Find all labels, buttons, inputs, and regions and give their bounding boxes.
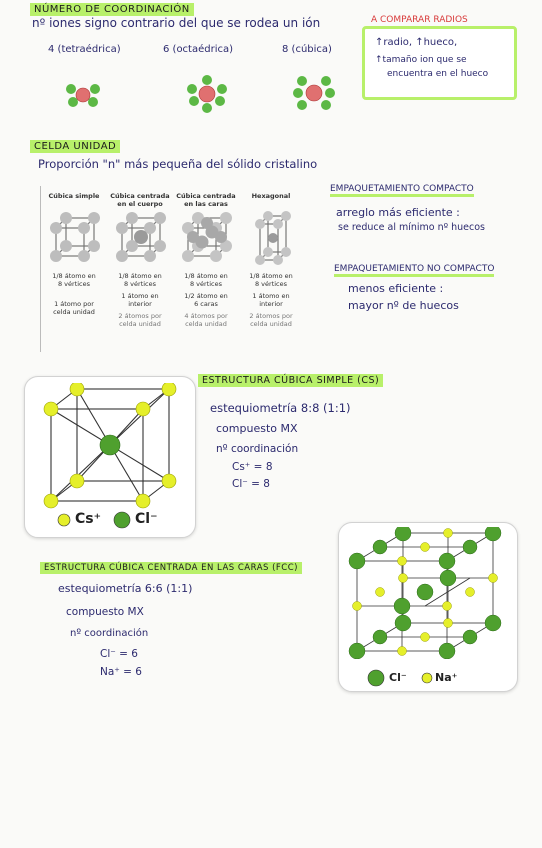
cell-name: Cúbica centrada en el cuerpo xyxy=(110,192,170,208)
unit-cell-simple-cubic xyxy=(42,192,106,316)
cs-coordination-cl: Cl⁻ = 8 xyxy=(232,478,270,490)
cell-line4: interior xyxy=(259,300,283,308)
cubic-coordination-icon xyxy=(292,73,336,113)
na-legend-label: Na⁺ xyxy=(435,671,458,684)
cell-name: Hexagonal xyxy=(251,192,291,200)
simple-cubic-cell-icon xyxy=(42,208,106,268)
cs-coordination-cs: Cs⁺ = 8 xyxy=(232,461,273,473)
cl-legend-icon xyxy=(367,669,385,687)
cell-line2: 8 vértices xyxy=(57,280,91,288)
cs-legend-icon xyxy=(57,513,71,527)
hexagonal-cell-icon xyxy=(240,208,302,268)
cell-total1: 1 átomo por xyxy=(54,300,94,308)
cscl-structure-diagram xyxy=(24,376,196,538)
cell-line4: 6 caras xyxy=(194,300,218,308)
fcc-stoichiometry: estequiometría 6:6 (1:1) xyxy=(58,582,193,595)
octahedral-coordination-icon xyxy=(186,75,228,113)
tetrahedral-coordination-icon xyxy=(63,78,103,110)
fcc-coordination: nº coordinación xyxy=(70,628,149,639)
cl-legend-icon xyxy=(113,511,131,529)
unit-cell-heading: CELDA UNIDAD xyxy=(30,140,120,153)
cell-line3: 1 átomo en xyxy=(121,292,159,300)
ratio-note xyxy=(362,15,517,100)
unit-cell-bcc xyxy=(108,192,172,328)
cell-line1: 1/8 átomo en xyxy=(118,272,162,280)
ratio-note-line1: ↑radio, ↑hueco, xyxy=(375,37,458,48)
cell-name: Cúbica centrada en las caras xyxy=(176,192,236,208)
coordination-subtitle: nº iones signo contrario del que se rodea un ión xyxy=(32,16,321,30)
noncompact-packing-title: EMPAQUETAMIENTO NO COMPACTO xyxy=(334,264,494,277)
cs-stoichiometry: estequiometría 8:8 (1:1) xyxy=(210,401,351,415)
ratio-note-line3: encuentra en el hueco xyxy=(387,69,489,79)
compact-packing-title: EMPAQUETAMIENTO COMPACTO xyxy=(330,184,474,197)
nacl-cell-icon xyxy=(343,527,513,659)
fcc-coordination-cl: Cl⁻ = 6 xyxy=(100,648,138,660)
unit-cell-hexagonal xyxy=(240,192,302,328)
cs-compound: compuesto MX xyxy=(216,422,298,435)
compact-packing-line2: se reduce al mínimo nº huecos xyxy=(338,222,486,233)
fcc-cell-icon xyxy=(174,208,238,268)
nacl-structure-diagram xyxy=(338,522,518,692)
cell-total2: celda unidad xyxy=(185,320,227,328)
noncompact-packing-line2: mayor nº de huecos xyxy=(348,299,459,312)
coordination-type-tetrahedral: 4 (tetraédrica) xyxy=(48,44,121,55)
cscl-cell-icon xyxy=(35,383,185,509)
cell-line1: 1/8 átomo en xyxy=(52,272,96,280)
ratio-note-title: A COMPARAR RADIOS xyxy=(371,15,468,25)
cell-line3: 1 átomo en xyxy=(252,292,290,300)
unit-cell-table xyxy=(42,192,302,352)
cs-coordination: nº coordinación xyxy=(216,443,299,455)
coordination-type-cubic: 8 (cúbica) xyxy=(282,44,332,55)
ratio-note-line2: ↑tamaño ion que se xyxy=(375,55,467,65)
cl-legend-label: Cl⁻ xyxy=(389,671,407,684)
noncompact-packing-line1: menos eficiente : xyxy=(348,282,444,295)
cell-total1: 2 átomos por xyxy=(118,312,162,320)
cell-total2: celda unidad xyxy=(53,308,95,316)
cell-line3 xyxy=(42,292,106,300)
cell-total2: celda unidad xyxy=(119,320,161,328)
fcc-coordination-na: Na⁺ = 6 xyxy=(100,666,142,678)
cell-total1: 2 átomos por xyxy=(249,312,293,320)
cell-line2: 8 vértices xyxy=(123,280,157,288)
cell-line1: 1/8 átomo en xyxy=(249,272,293,280)
cs-heading: ESTRUCTURA CÚBICA SIMPLE (CS) xyxy=(198,374,383,387)
unit-cell-fcc xyxy=(174,192,238,328)
unit-cell-divider xyxy=(40,186,41,352)
compact-packing-line1: arreglo más eficiente : xyxy=(336,206,460,219)
cell-total2: celda unidad xyxy=(250,320,292,328)
unit-cell-subtitle: Proporción "n" más pequeña del sólido cristalino xyxy=(38,157,318,171)
cell-line1: 1/8 átomo en xyxy=(184,272,228,280)
cell-total1: 4 átomos por xyxy=(184,312,228,320)
cell-line2: 8 vértices xyxy=(189,280,223,288)
cell-line4: interior xyxy=(128,300,152,308)
cell-line3: 1/2 átomo en xyxy=(184,292,228,300)
coordination-heading: NÚMERO DE COORDINACIÓN xyxy=(30,3,194,16)
cell-name: Cúbica simple xyxy=(48,192,100,200)
fcc-heading: ESTRUCTURA CÚBICA CENTRADA EN LAS CARAS (FCC) xyxy=(40,562,302,574)
bcc-cell-icon xyxy=(108,208,172,268)
cs-legend-label: Cs⁺ xyxy=(75,511,101,527)
cell-line2: 8 vértices xyxy=(254,280,288,288)
fcc-compound: compuesto MX xyxy=(66,606,144,618)
coordination-type-octahedral: 6 (octaédrica) xyxy=(163,44,234,55)
na-legend-icon xyxy=(421,672,433,684)
cl-legend-label: Cl⁻ xyxy=(135,511,158,527)
